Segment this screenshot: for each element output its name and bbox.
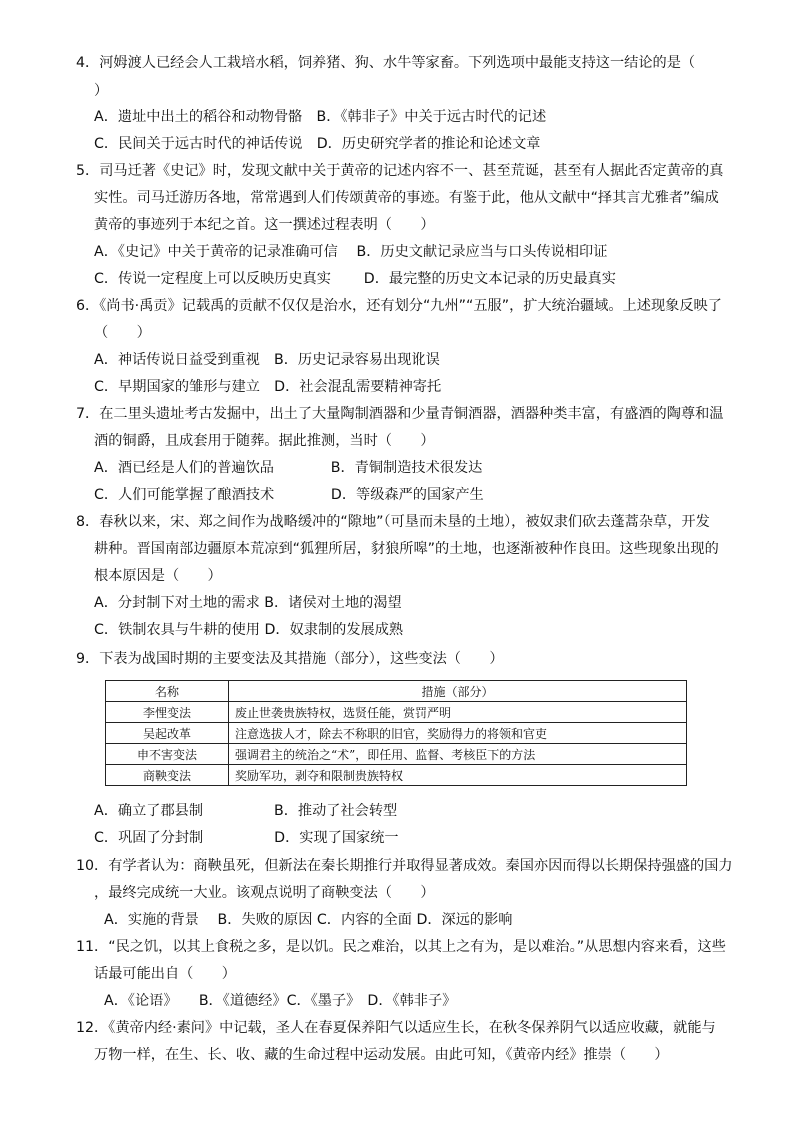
question-5-options-row-1: A．《史记》中关于黄帝的记录准确可信 B．历史文献记录应当与口头传说相印证 <box>94 244 608 260</box>
question-6-stem-line-1: 6．《尚书·禹贡》记载禹的贡献不仅仅是治水，还有划分“九州”“五服”，扩大统治疆域。上述现象反映了 <box>76 298 722 314</box>
question-4-options-row-1: A．遗址中出土的稻谷和动物骨骼 B．《韩非子》中关于远古时代的记述 <box>94 109 547 125</box>
question-6-options-row-1: A．神话传说日益受到重视 B．历史记录容易出现讹误 <box>94 352 440 368</box>
question-7-options-row-2: C．人们可能掌握了酿酒技术 D．等级森严的国家产生 <box>94 487 484 503</box>
table-cell: 奖励军功，剥夺和限制贵族特权 <box>229 765 687 786</box>
table-cell: 强调君主的统治之“术”，即任用、监督、考核臣下的方法 <box>229 744 687 765</box>
question-11-options-row-1: A．《论语》 B．《道德经》C．《墨子》 D．《韩非子》 <box>104 993 457 1009</box>
question-12-stem-line-2: 万物一样，在生、长、收、藏的生命过程中运动发展。由此可知，《黄帝内经》推崇（ ） <box>94 1047 669 1063</box>
question-9-options-row-1: A．确立了郡县制 B．推动了社会转型 <box>94 803 398 819</box>
question-8-stem-line-2: 耕种。晋国南部边疆原本荒凉到“狐狸所居，豺狼所嗥”的土地，也逐渐被种作良田。这些现象出现的 <box>94 541 719 557</box>
question-9-stem-line-1: 9．下表为战国时期的主要变法及其措施（部分），这些变法（ ） <box>76 651 504 667</box>
question-7-options-row-1: A．酒已经是人们的普遍饮品 B．青铜制造技术很发达 <box>94 460 483 476</box>
table-row <box>106 765 687 786</box>
question-4-stem-line-1: 4．河姆渡人已经会人工栽培水稻，饲养猪、狗、水牛等家畜。下列选项中最能支持这一结论的是（ <box>76 55 696 71</box>
question-8-options-row-2: C．铁制农具与牛耕的使用 D．奴隶制的发展成熟 <box>94 622 404 638</box>
table-cell: 李悝变法 <box>106 702 229 723</box>
question-5-stem-line-3: 黄帝的事迹列于本纪之首。这一撰述过程表明（ ） <box>94 217 435 233</box>
question-6-stem-line-2: （ ） <box>94 325 151 341</box>
reform-measures-table <box>105 680 687 786</box>
table-row <box>106 723 687 744</box>
table-row <box>106 702 687 723</box>
question-6-options-row-2: C．早期国家的雏形与建立 D．社会混乱需要精神寄托 <box>94 379 442 395</box>
table-row <box>106 744 687 765</box>
table-cell: 申不害变法 <box>106 744 229 765</box>
question-5-options-row-2: C．传说一定程度上可以反映历史真实 D．最完整的历史文本记录的历史最真实 <box>94 271 616 287</box>
table-cell: 废止世袭贵族特权，选贤任能，赏罚严明 <box>229 702 687 723</box>
question-9-options-row-2: C．巩固了分封制 D．实现了国家统一 <box>94 830 399 846</box>
question-5-stem-line-1: 5．司马迁著《史记》时，发现文献中关于黄帝的记述内容不一、甚至荒诞，甚至有人据此否定黄帝的真 <box>76 163 724 179</box>
table-cell: 吴起改革 <box>106 723 229 744</box>
table-cell: 商鞅变法 <box>106 765 229 786</box>
question-8-options-row-1: A．分封制下对土地的需求 B．诸侯对土地的渴望 <box>94 595 402 611</box>
table-header-row <box>106 681 687 702</box>
question-10-stem-line-1: 10．有学者认为：商鞅虽死，但新法在秦长期推行并取得显著成效。秦国亦因而得以长期保持强盛的国力 <box>76 858 733 874</box>
question-10-options-row-1: A．实施的背景 B．失败的原因 C．内容的全面 D．深远的影响 <box>104 912 513 928</box>
table-cell: 注意选拔人才，除去不称职的旧官，奖励得力的将领和官吏 <box>229 723 687 744</box>
question-12-stem-line-1: 12．《黄帝内经·素问》中记载，圣人在春夏保养阳气以适应生长，在秋冬保养阴气以适应收藏，就能与 <box>76 1020 716 1036</box>
table-header-cell: 名称 <box>106 681 229 702</box>
question-7-stem-line-2: 酒的铜爵，且成套用于随葬。据此推测，当时（ ） <box>94 433 435 449</box>
question-7-stem-line-1: 7．在二里头遗址考古发掘中，出土了大量陶制酒器和少量青铜酒器，酒器种类丰富，有盛酒的陶尊和温 <box>76 406 724 422</box>
question-8-stem-line-3: 根本原因是（ ） <box>94 568 222 584</box>
question-5-stem-line-2: 实性。司马迁游历各地，常常遇到人们传颂黄帝的事迹。有鉴于此，他从文献中“择其言尤雅者”编成 <box>94 190 719 206</box>
question-11-stem-line-1: 11．“民之饥，以其上食税之多，是以饥。民之难治，以其上之有为，是以难治。”从思想内容来看，这些 <box>76 939 726 955</box>
question-8-stem-line-1: 8．春秋以来，宋、郑之间作为战略缓冲的“隙地”（可垦而未垦的土地），被奴隶们砍去蓬蒿杂草，开发 <box>76 514 710 530</box>
question-4-options-row-2: C．民间关于远古时代的神话传说 D．历史研究学者的推论和论述文章 <box>94 136 541 152</box>
question-10-stem-line-2: ，最终完成统一大业。该观点说明了商鞅变法（ ） <box>94 885 435 901</box>
question-11-stem-line-2: 话最可能出自（ ） <box>94 966 236 982</box>
question-4-stem-line-2: ） <box>94 83 109 99</box>
table-header-cell: 措施（部分） <box>229 681 687 702</box>
